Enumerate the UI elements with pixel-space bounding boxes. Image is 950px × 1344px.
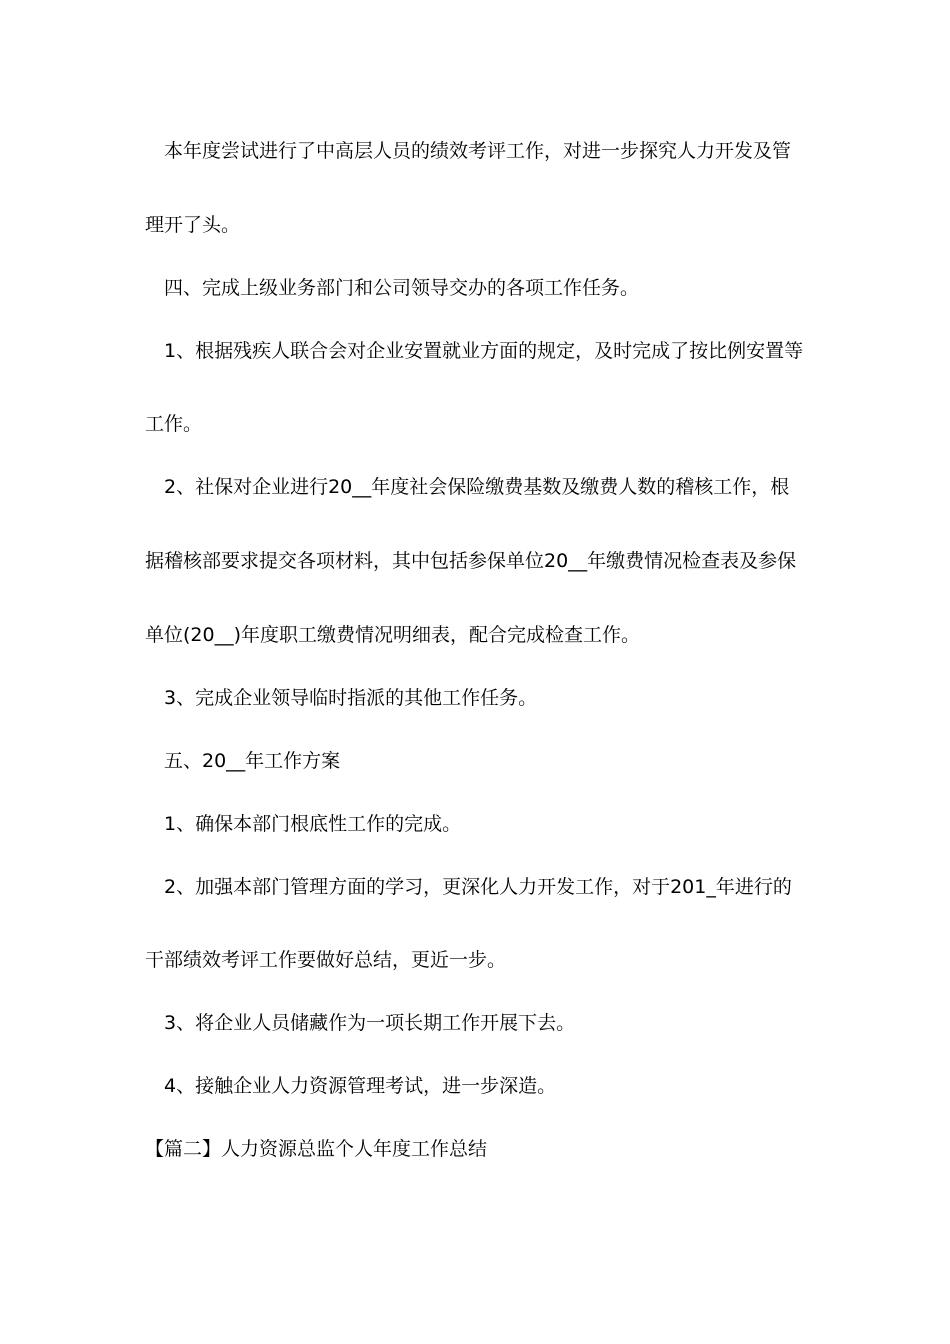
paragraph-line: 1、确保本部门根底性工作的完成。 [164, 813, 462, 835]
paragraph-line: 2、加强本部门管理方面的学习，更深化人力开发工作，对于201_年进行的 [164, 876, 792, 898]
paragraph-line: 1、根据残疾人联合会对企业安置就业方面的规定，及时完成了按比例安置等 [164, 340, 804, 362]
section-heading: 四、完成上级业务部门和公司领导交办的各项工作任务。 [164, 277, 640, 299]
paragraph-line: 3、完成企业领导临时指派的其他工作任务。 [164, 687, 538, 709]
article-title: 【篇二】人力资源总监个人年度工作总结 [145, 1138, 488, 1160]
section-heading: 五、20__年工作方案 [164, 750, 341, 772]
paragraph-line: 2、社保对企业进行20__年度社会保险缴费基数及缴费人数的稽核工作，根 [164, 476, 790, 498]
paragraph-line: 单位(20__)年度职工缴费情况明细表，配合完成检查工作。 [145, 624, 641, 646]
paragraph-line: 4、接触企业人力资源管理考试，进一步深造。 [164, 1075, 557, 1097]
paragraph-line: 3、将企业人员储藏作为一项长期工作开展下去。 [164, 1012, 576, 1034]
paragraph-line: 工作。 [145, 413, 203, 435]
paragraph-line: 据稽核部要求提交各项材料，其中包括参保单位20__年缴费情况检查表及参保 [145, 550, 797, 572]
paragraph-line: 干部绩效考评工作要做好总结，更近一步。 [145, 949, 507, 971]
paragraph-line: 本年度尝试进行了中高层人员的绩效考评工作，对进一步探究人力开发及管 [164, 140, 792, 162]
paragraph-line: 理开了头。 [145, 214, 241, 236]
